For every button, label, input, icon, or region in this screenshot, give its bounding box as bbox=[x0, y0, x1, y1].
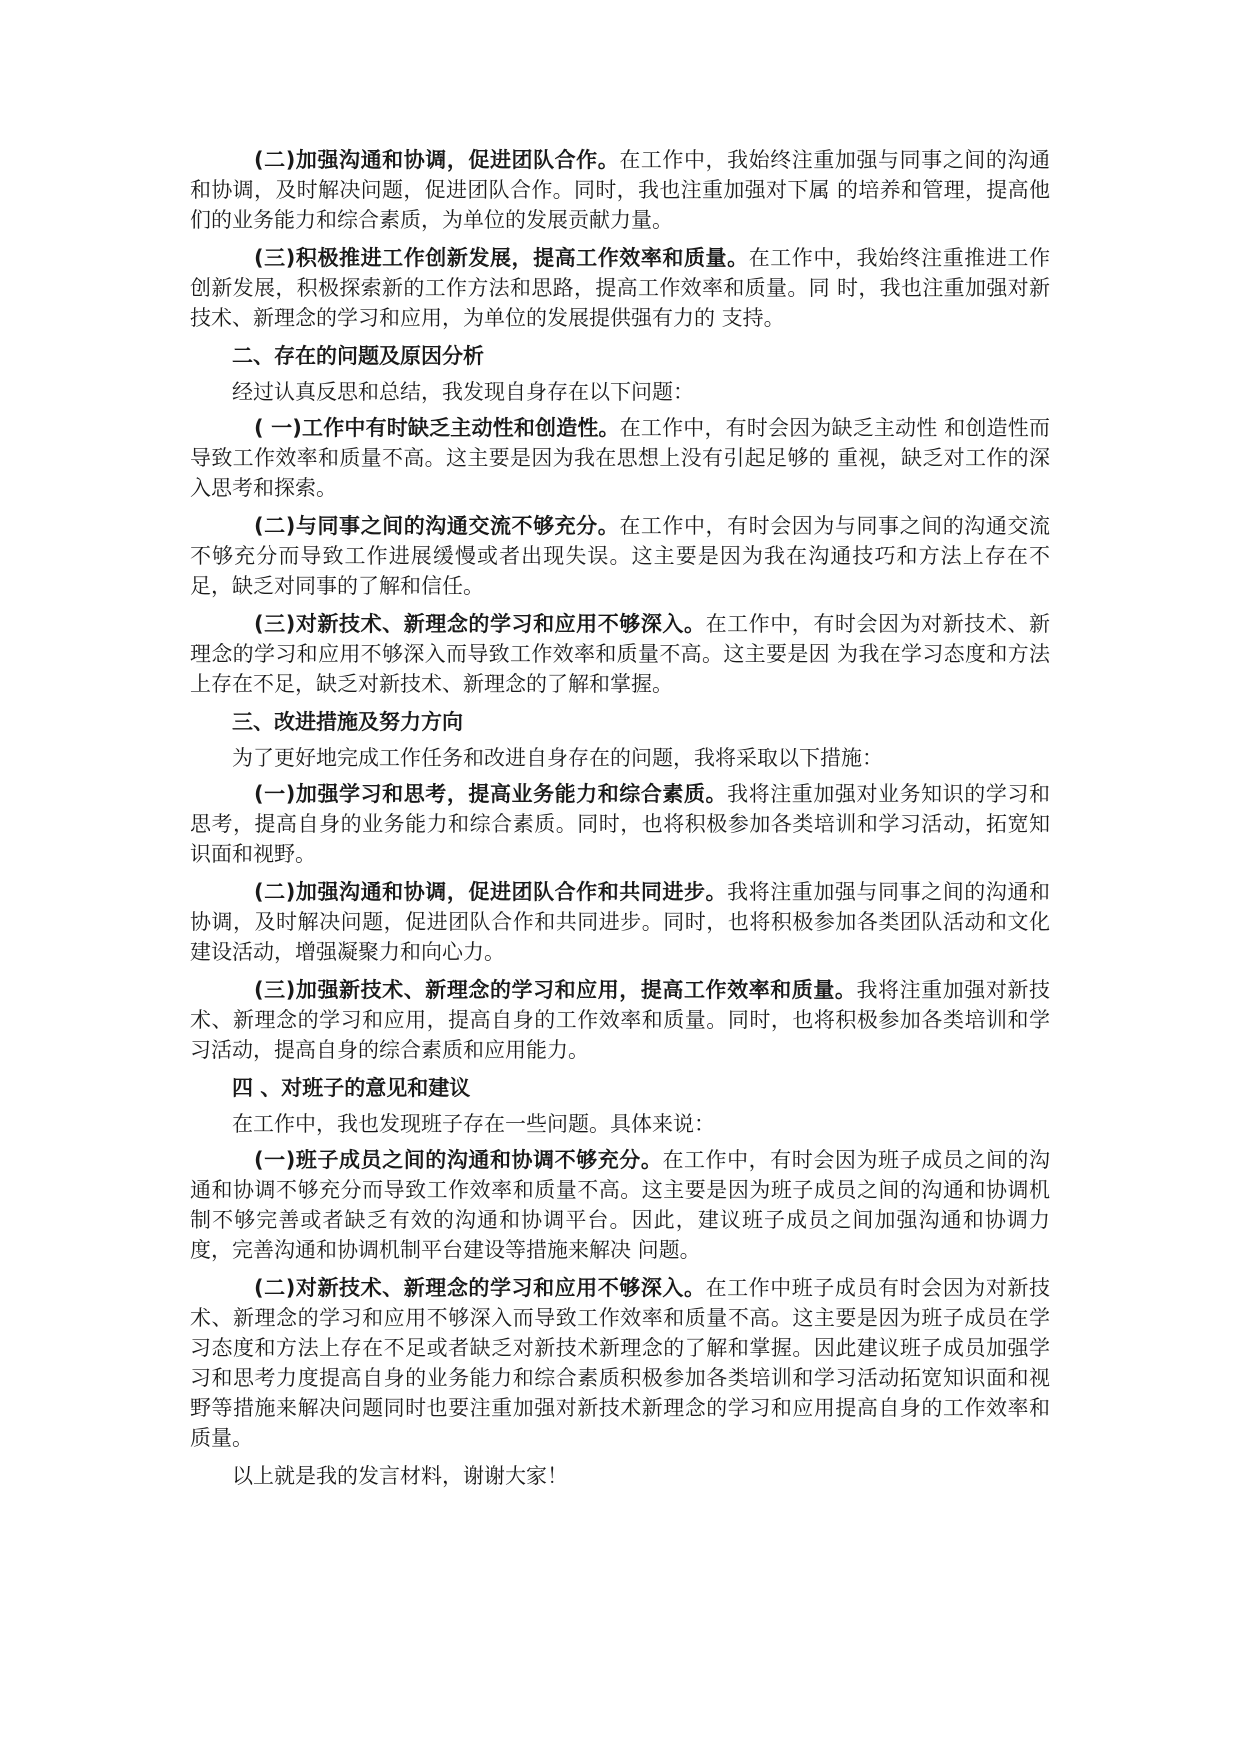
paragraph-text: 在工作中班子成员有时会因为对新技术、新理念的学习和应用不够深入而导致工作效率和质量不高。这主要是因为班子成员在学习态度和方法上存在不足或者缺乏对新技术新理念的了解和掌握。因此建议班子成员加强学习和思考力度提高自身的业务能力和综合素质积极参加各类培训和学习活动拓宽知识面和视野等措施来解决问题同时也要注重加强对新技术新理念的学习和应用提高自身的工作效率和质量。 bbox=[190, 1276, 1050, 1450]
paragraph-text: 在工作中，有时会因为与同事之间的沟通交流不够充分而导致工作进展缓慢或者出现失误。这主要是因为我在沟通技巧和方法上存在不足，缺乏对同事的了解和信任。 bbox=[190, 514, 1050, 598]
paragraph-lead-bold: (一)班子成员之间的沟通和协调不够充分。 bbox=[254, 1148, 663, 1172]
section-heading-problems: 二、存在的问题及原因分析 bbox=[232, 344, 484, 368]
paragraph-text: 在工作中，有时会因为缺乏主动性 和创造性而导致工作效率和质量不高。这主要是因为我在思想上没有引起足够的 重视，缺乏对工作的深入思考和探索。 bbox=[190, 416, 1050, 500]
intro-suggestions: 在工作中，我也发现班子存在一些问题。具体来说： bbox=[232, 1112, 715, 1136]
paragraph-text: 在工作中，我始终注重加强与同事之间的沟通和协调，及时解决问题，促进团队合作。同时，我也注重加强对下属 的培养和管理，提高他们的业务能力和综合素质，为单位的发展贡献力量。 bbox=[190, 148, 1050, 232]
paragraph-lack-initiative bbox=[190, 413, 1050, 503]
paragraph-new-tech-learning bbox=[190, 609, 1050, 699]
paragraph-insufficient-communication bbox=[190, 511, 1050, 601]
paragraph-lead-bold: ( 一)工作中有时缺乏主动性和创造性。 bbox=[254, 416, 620, 440]
paragraph-strengthen-learning bbox=[190, 779, 1050, 869]
paragraph-text: 我将注重加强与同事之间的沟通和协调，及时解决问题，促进团队合作和共同进步。同时，也将积极参加各类团队活动和文化建设活动，增强凝聚力和向心力。 bbox=[190, 880, 1050, 964]
intro-improvements: 为了更好地完成工作任务和改进自身存在的问题，我将采取以下措施： bbox=[232, 746, 883, 770]
paragraph-lead-bold: (二)加强沟通和协调，促进团队合作。 bbox=[254, 148, 620, 172]
section-heading-suggestions: 四 、对班子的意见和建议 bbox=[232, 1076, 471, 1100]
paragraph-text: 在工作中，我始终注重推进工作创新发展，积极探索新的工作方法和思路，提高工作效率和质量。同 时，我也注重加强对新技术、新理念的学习和应用，为单位的发展提供强有力的 支持。 bbox=[190, 246, 1050, 330]
paragraph-lead-bold: (二)加强沟通和协调，促进团队合作和共同进步。 bbox=[254, 880, 728, 904]
paragraph-text: 在工作中，有时会因为对新技术、新理念的学习和应用不够深入而导致工作效率和质量不高。这主要是因 为我在学习态度和方法上存在不足，缺乏对新技术、新理念的了解和掌握。 bbox=[190, 612, 1050, 696]
paragraph-lead-bold: (二)对新技术、新理念的学习和应用不够深入。 bbox=[254, 1276, 706, 1300]
paragraph-lead-bold: (二)与同事之间的沟通交流不够充分。 bbox=[254, 514, 620, 538]
paragraph-text: 我将注重加强对业务知识的学习和思考，提高自身的业务能力和综合素质。同时，也将积极参加各类培训和学习活动，拓宽知识面和视野。 bbox=[190, 782, 1050, 866]
section-heading-improvements: 三、改进措施及努力方向 bbox=[232, 710, 463, 734]
paragraph-lead-bold: (三)对新技术、新理念的学习和应用不够深入。 bbox=[254, 612, 706, 636]
paragraph-lead-bold: (一)加强学习和思考，提高业务能力和综合素质。 bbox=[254, 782, 728, 806]
intro-problems: 经过认真反思和总结，我发现自身存在以下问题： bbox=[232, 380, 694, 404]
paragraph-team-new-tech bbox=[190, 1273, 1050, 1453]
paragraph-strengthen-communication bbox=[190, 145, 1050, 235]
paragraph-team-communication bbox=[190, 1145, 1050, 1265]
paragraph-promote-innovation bbox=[190, 243, 1050, 333]
paragraph-text: 在工作中，有时会因为班子成员之间的沟通和协调不够充分而导致工作效率和质量不高。这主要是因为班子成员之间的沟通和协调机制不够完善或者缺乏有效的沟通和协调平台。因此，建议班子成员之间加强沟通和协调力度，完善沟通和协调机制平台建设等措施来解决 问题。 bbox=[190, 1148, 1050, 1262]
paragraph-lead-bold: (三)积极推进工作创新发展，提高工作效率和质量。 bbox=[254, 246, 749, 270]
closing-remark: 以上就是我的发言材料，谢谢大家！ bbox=[232, 1464, 568, 1488]
document-body bbox=[190, 145, 1050, 1491]
paragraph-teamwork-progress bbox=[190, 877, 1050, 967]
paragraph-new-tech-application bbox=[190, 975, 1050, 1065]
paragraph-lead-bold: (三)加强新技术、新理念的学习和应用，提高工作效率和质量。 bbox=[254, 978, 857, 1002]
paragraph-text: 我将注重加强对新技术、新理念的学习和应用，提高自身的工作效率和质量。同时，也将积极参加各类培训和学习活动，提高自身的综合素质和应用能力。 bbox=[190, 978, 1050, 1062]
